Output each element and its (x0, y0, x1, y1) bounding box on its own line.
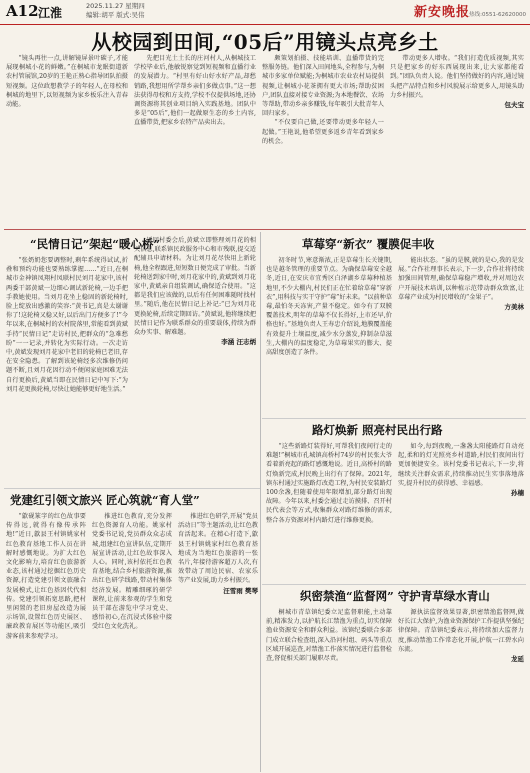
story-left-title: “民情日记”架起“暖心桥” (30, 237, 160, 251)
lead-col-1 (6, 54, 128, 226)
divider (4, 488, 260, 489)
story-right2-col-2-text: 如今,每到夜晚,一盏盏太阳能路灯自动亮起,柔和的灯光照亮乡村道路,村民们夜间出行更加便捷安全。该村党委书记表示,下一步,将继续关注群众需求,持续推动民生实事落地落实,提升村民的获得感、幸福感。 (398, 443, 524, 487)
story-bl-col-3-text: 推进红色研学,开展“党员活动日”等主题活动,让红色教育活起来。在精心打造下,歙县王村镇姚家村红色教育基地成为当地红色旅游的一张名片,年接待游客超万人次,有效带动了周边民宿、农家乐等产业发展,助力乡村振兴。 (178, 513, 258, 585)
story-right2-title: 路灯焕新 照亮村民出行路 (312, 423, 443, 437)
divider (262, 418, 526, 419)
story-br-byline: 龙延 (511, 655, 524, 664)
story-left-byline: 李涵 汪志炳 (221, 338, 256, 347)
lead-col-4 (390, 54, 524, 226)
column-rule (260, 232, 261, 772)
editor-line: 编辑:胡平 版式:吴伟 (86, 11, 145, 19)
lead-col-4-text: 带动更多人增收。“我们打造优质视频,其实只是把家乡的好东西展现出来,让大家都能看到。”团队负责人说。他们坚持做好的内容,通过镜头把产品特点和乡村风貌展示给更多人,用镜头助力乡村振兴。 (390, 55, 524, 99)
story-left-col-1-text: “张奶奶您要调整时,剩年系统得试试,折叠和预约功能也要熟练掌握……”近日,在桐城市金神镇凤翔村凤联村民刘月花家中,该村两委干部黄斌一边细心调试新轮椅,一边手把手教她使用。当刘月花坐上稳固的新轮椅时,脸上绽放出感激的笑容:“黄书记,真是太谢谢你了!这轮椅又稳又好,以后出门方便多了!”今年以来,在桐城村的农村院落里,常能看到黄斌手持“民情日记”走访村民,把群众的“急难愁盼”一一记录,并转化为实际行动。一次走访中,黄斌发现刘月花家中老旧的轮椅已老旧,存在安全隐患。了解到该轮椅经多次维修仍问题不断,且刘月花因行动不便闲家庭困难无法自行更换后,黄斌当即在民情日记中写下:“为刘月花更换轮椅,尽快让她能够更好地生活。” (6, 257, 128, 393)
story-right2-col-1 (266, 442, 392, 582)
section-name: 江淮 (38, 6, 63, 20)
masthead (0, 0, 530, 25)
masthead-info (86, 2, 145, 20)
story-bl-col-2 (92, 512, 172, 770)
story-right1-byline: 方美林 (504, 303, 524, 312)
story-br-col-2 (398, 608, 524, 770)
divider (4, 229, 526, 230)
story-bl-title: 党建红引领文旅兴 匠心筑就“育人堂” (10, 493, 200, 507)
page-number: A12 (6, 2, 39, 20)
story-right1-col-2-text: 能出状态。“虽的是膜,就的是心,我的是发展。”合作社理事长表示,下一步,合作社将持续加强田间管理,确保草莓稳产增收,并对周边农户开展技术培训,以种植示范带动群众致富,让草莓产业成为村民增收的“金果子”。 (398, 257, 524, 301)
story-right1-col-1-text: 初冬时节,寒意渐浓,正是草莓生长关键期,也是越冬管理的重要节点。为确保草莓安全越冬,近日,在安庆市宜秀区白泽湖乡草莓种植基地里,不少大棚内,村民们正在忙着给草莓“穿新衣”,用科技与实干守护“莓”好未来。“以前种草莓,最怕冬天冻害,产量不稳定。如今有了双膜覆盖技术,明年的草莓不仅长得好,上市还早,价格也好。”基地负责人王寿忠介绍说,地膜覆盖能有效提升土壤温度,减少水分蒸发,抑制杂草滋生,大棚内的温度稳定,为草莓果实的膨大、提高甜度创造了条件。 (266, 257, 392, 357)
lead-col-3-tail: “不仅要自己做,还要带动更多年轻人一起做。”王艳说,他希望更多返乡青年看到家乡的机会。 (262, 119, 384, 145)
newspaper-logo: 新安晚报 (413, 5, 470, 20)
story-bl-col-1-text: “歙砚篆字的红色故事要传得远,就得有像传承阵地!”近日,歙县王村镇姚家村红色教育基地工作人员在讲解时感慨地说。为扩大红色文化影响力,培育红色旅游新业态,该村通过挖掘红色历史资源,打造党建引领文旅融合发展模式,让红色基因代代相传。党建引领拓宽思路,把村里闲置的老旧房屋改造为展示场馆,设置红色历史展区、廉政教育展区等功能区,吸引游客前来参观学习。 (6, 513, 86, 640)
story-left-col-2 (134, 236, 256, 486)
story-bl-col-1 (6, 512, 86, 770)
lead-col-1-text: “镜头再往一点,讲解镜屏景叶碳子,才能展现桐城小花的鲜嫩。”在桐城市龙眠街道新农村管展馆,20岁的王艳正熟心指导团队拍摄短视频。这位政想教学子的年轻人,在母校和桐城的地里下,以短视频为家乡板乐注入青春动能。 (6, 55, 128, 109)
lead-col-3 (262, 54, 384, 226)
story-br-col-2-text: 源执法监督效果显著,织密禁渔监督网,做好长江大保护,为渔业资源保护工作提供坚强纪律保障。青草镇纪委表示,将持续加大监督力度,推动禁渔工作常态化开展,护航一江碧水向东流。 (398, 609, 524, 653)
story-br-col-1 (266, 608, 392, 770)
divider (262, 584, 526, 585)
story-bl-col-3 (178, 512, 258, 770)
story-br-title: 织密禁渔“监督网” 守护青草绿水青山 (300, 589, 490, 603)
story-right2-col-2 (398, 442, 524, 582)
story-bl-col-2-text: 推进红色教育,充分发挥红色资源育人功能。姚家村党委书记说,党员群众众志成城,组建红色宣讲队伍,定期开展宣讲活动,让红色故事深入人心。同时,该村依托红色教育基地,结合乡村旅游资源,推出红色研学线路,带动村集体经济发展。精雕细琢的研学课程,让前来参观的学生和党员干部在游览中学习党史、感悟初心,在沉浸式体验中接受红色文化洗礼。 (92, 513, 172, 631)
story-left-col-1 (6, 256, 128, 486)
story-right1-col-2 (398, 256, 524, 416)
story-left-col-2-text: 返回村委会后,黄斌立即整理刘月花的相关信息,联系镇民政服务中心和市残联,提交适配辅具申请材料。为让刘月花尽快用上新轮椅,他全程跟进,短短数日便完成了审批。当新轮椅送到家中时,刘月花家中的,黄斌到刘月花家中,黄斌亲自组装调试,确保适合使用。“这都是我们应该做的,以后有任何困难随时找村里。”随后,他在民情日记上补记:“已为刘月花更换轮椅,后续定期回访。”黄斌说,他将继续把民情日记作为联系群众的重要载体,持续为群众办实事、解难题。 (134, 237, 256, 337)
story-right2-byline: 孙楠 (511, 489, 524, 498)
story-right2-col-1-text: “这些新路灯装得好,可帮我们夜间行走的难题!”桐城市孔城镇高桥村74岁的村民张大爷看着新亮起的路灯感慨地说。近日,高桥村的路灯焕新完成,村民晚上出行有了保障。2021年,镇东村通过实施路灯改造工程,为村民安装路灯100余盏,但随着使用年限增加,部分路灯出现故障。今年以来,村委会通过走访摸排、召开村民代表会等方式,收集群众对路灯维修的需求,整合各方资源对村内路灯进行维修更换。 (266, 443, 392, 524)
lead-col-3-text: 颇策划拍摄、技能培训、直播带货的完整服务链。他们深入田间地头,全程参与,为桐城市多家单位赋能;为桐城市农业农村局提供视频,让桐城小花茶拥有更大市场;帮助贫困户,团队直接对接专业资源;为本地餐饮、农场等帮助,带动乡亲多赚钱,每年吸引大批青年人回归家乡。 (262, 55, 384, 118)
lead-byline: 包夫宝 (504, 101, 524, 110)
story-br-col-1-text: 桐城市青草镇纪委立足监督职能,主动靠前,精准发力,以护航长江禁渔为重点,切实保障渔业资源安全和群众利益。该镇纪委联合多部门成立联合检查组,深入沿河村组、码头等重点区域开展巡查,对禁渔工作落实情况进行监督检查,督促相关部门履职尽责。 (266, 609, 392, 663)
lead-col-2-text: 先把目光土土长的庄河村人,从桐城技工学校毕业后,他敏锐察觉到短视频和直播行业的发展潜力。“村里有好山好水好产品,却愁销路,我想用所学帮乡亲们多做点事。”这一想法获得母校和方支持,学校不仅提供场地,还协调资源将其创业项目纳入实践基地。团队中多是“05后”,他们一起做原生态的乡土内容,直播带货,把家乡农特产品卖出去。 (134, 55, 256, 127)
story-right1-title: 草莓穿“新衣” 覆膜促丰收 (302, 237, 435, 251)
story-right1-col-1 (266, 256, 392, 416)
story-bl-byline: 汪雪雨 樊琴 (223, 586, 258, 595)
main-headline: 从校园到田间,“05后”用镜头点亮乡土 (91, 30, 439, 54)
lead-col-2 (134, 54, 256, 226)
date-line: 2025.11.27 星期四 (86, 2, 145, 10)
hotline: 热线:0551-62620000 (469, 12, 526, 18)
